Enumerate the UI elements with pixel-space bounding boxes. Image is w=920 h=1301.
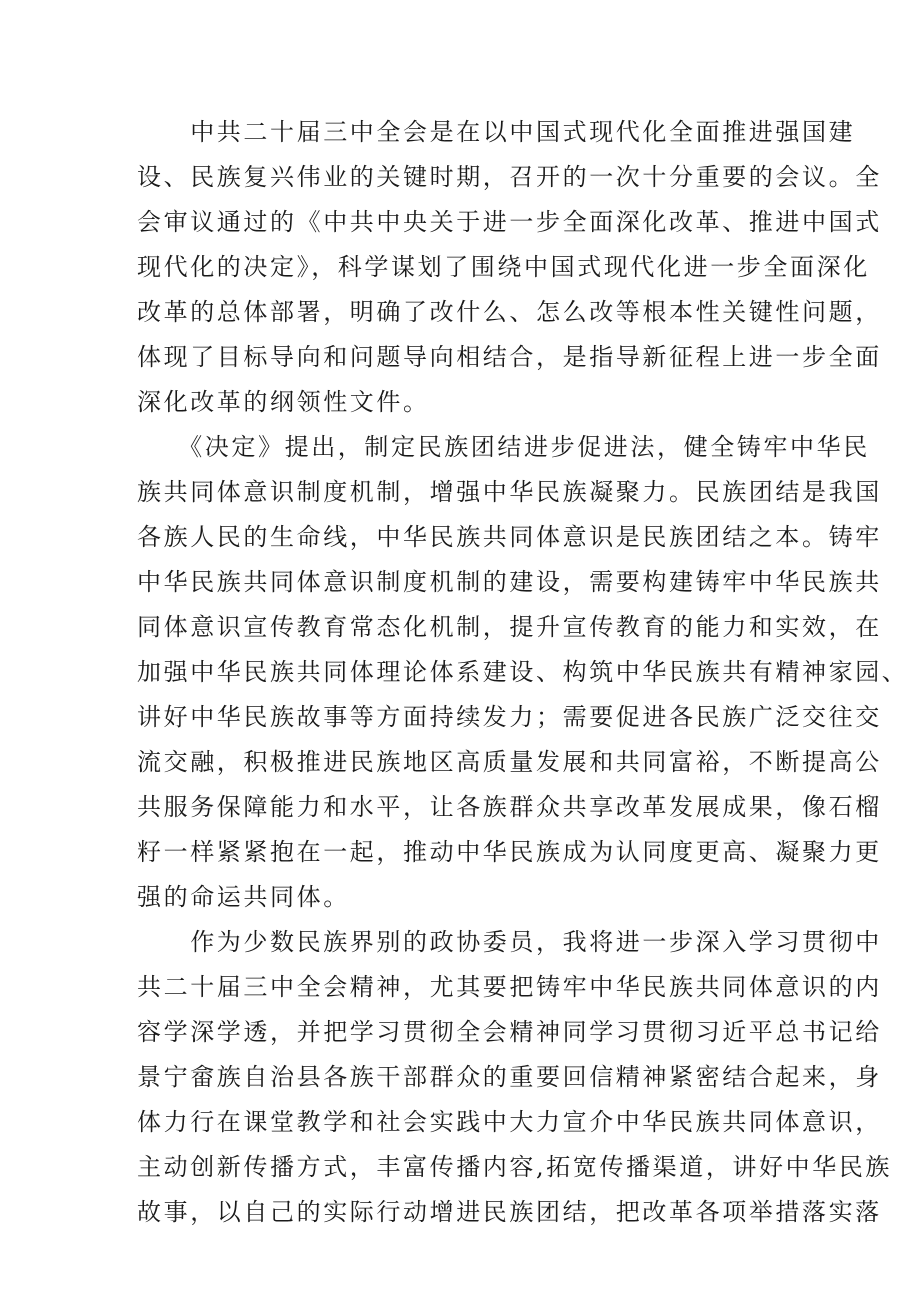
text-line: 改革的总体部署，明确了改什么、怎么改等根本性关键性问题， <box>137 298 882 326</box>
text-line: 景宁畲族自治县各族干部群众的重要回信精神紧密结合起来，身 <box>137 1063 882 1091</box>
text-line: 故事，以自己的实际行动增进民族团结，把改革各项举措落实落 <box>137 1198 882 1226</box>
text-line: 族共同体意识制度机制，增强中华民族凝聚力。民族团结是我国 <box>137 478 882 506</box>
text-line: 加强中华民族共同体理论体系建设、构筑中华民族共有精神家园、 <box>137 658 909 686</box>
document-body <box>137 110 909 1235</box>
text-line: 主动创新传播方式，丰富传播内容,拓宽传播渠道，讲好中华民族 <box>137 1153 893 1181</box>
text-line: 同体意识宣传教育常态化机制，提升宣传教育的能力和实效，在 <box>137 613 882 641</box>
text-line: 体现了目标导向和问题导向相结合，是指导新征程上进一步全面 <box>137 343 882 371</box>
text-line: 深化改革的纲领性文件。 <box>137 388 430 416</box>
text-line: 现代化的决定》，科学谋划了围绕中国式现代化进一步全面深化 <box>137 253 870 281</box>
text-line: 流交融，积极推进民族地区高质量发展和共同富裕，不断提高公 <box>137 748 882 776</box>
text-line: 会审议通过的《中共中央关于进一步全面深化改革、推进中国式 <box>137 208 882 236</box>
text-line: 中华民族共同体意识制度机制的建设，需要构建铸牢中华民族共 <box>137 568 882 596</box>
text-line: 强的命运共同体。 <box>137 883 350 911</box>
text-line: 各族人民的生命线，中华民族共同体意识是民族团结之本。铸牢 <box>137 523 882 551</box>
text-line: 体力行在课堂教学和社会实践中大力宣介中华民族共同体意识， <box>137 1108 882 1136</box>
text-line: 容学深学透，并把学习贯彻全会精神同学习贯彻习近平总书记给 <box>137 1018 882 1046</box>
paragraph-2 <box>137 425 909 920</box>
paragraph-3 <box>137 920 893 1235</box>
paragraph-1 <box>137 110 882 425</box>
text-line: 共服务保障能力和水平，让各族群众共享改革发展成果，像石榴 <box>137 793 882 821</box>
text-line: 共二十届三中全会精神，尤其要把铸牢中华民族共同体意识的内 <box>137 973 882 1001</box>
text-line: 籽一样紧紧抱在一起，推动中华民族成为认同度更高、凝聚力更 <box>137 838 882 866</box>
text-line: 设、民族复兴伟业的关键时期，召开的一次十分重要的会议。全 <box>137 163 882 191</box>
text-line: 《决定》提出，制定民族团结进步促进法，健全铸牢中华民 <box>137 433 870 461</box>
text-line: 作为少数民族界别的政协委员，我将进一步深入学习贯彻中 <box>137 928 882 956</box>
text-line: 中共二十届三中全会是在以中国式现代化全面推进强国建 <box>137 118 856 146</box>
text-line: 讲好中华民族故事等方面持续发力；需要促进各民族广泛交往交 <box>137 703 882 731</box>
